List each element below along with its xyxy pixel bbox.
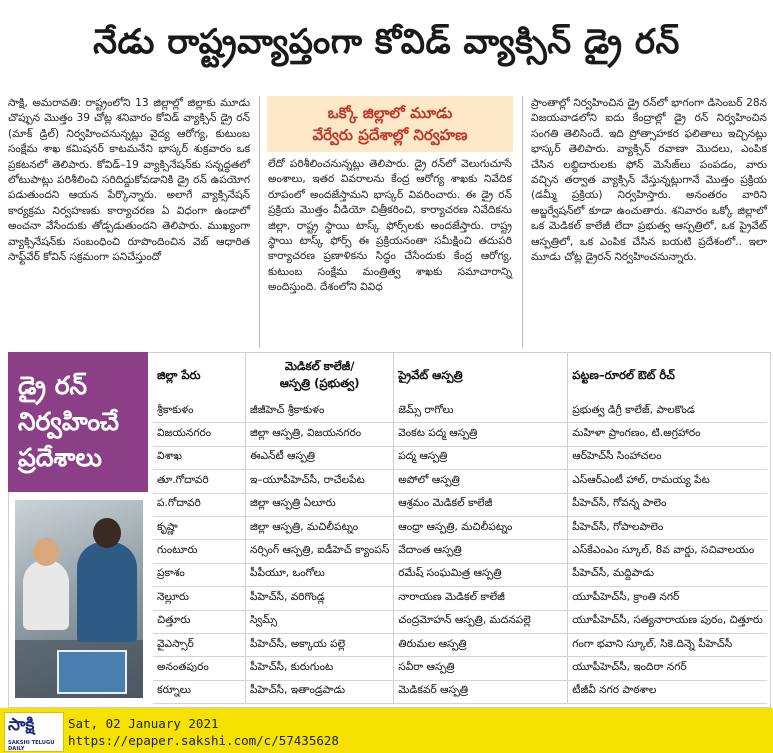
article-column-1 (8, 96, 250, 265)
cell-district: గుంటూరు (153, 540, 246, 563)
cell-medical: పీహెచ్‌సీ, అక్కాయ పల్లె (246, 633, 394, 656)
photo-person-seated (23, 560, 69, 630)
table-row (153, 610, 767, 633)
cell-private: ఆంధ్రా ఆస్పత్రి, మచిలీపట్నం (394, 516, 568, 539)
cell-outreach: మహిళా ప్రాంగణం, టి.అగ్రహారం (568, 423, 767, 446)
header-private: ప్రైవేట్ ఆస్పత్రి (394, 352, 568, 400)
cell-private: ఆశ్రమం మెడికల్ కాలేజీ (394, 493, 568, 516)
header-district: జిల్లా పేరు (157, 367, 201, 382)
column-divider (259, 96, 260, 348)
cell-private: వెంకట పద్మ ఆస్పత్రి (394, 423, 568, 446)
vaccination-photo (15, 500, 143, 698)
table-row (153, 680, 767, 703)
article-column-2 (268, 157, 512, 296)
table-row (153, 470, 767, 493)
cell-private: నారాయణ మెడికల్ కాలేజీ (394, 587, 568, 610)
table-row (153, 587, 767, 610)
cell-outreach: గంగా భవాని స్కూల్, సికె.దిన్నె పీహెచ్‌సీ (568, 633, 767, 656)
table-row (153, 540, 767, 563)
table-header-row (153, 352, 767, 400)
cell-district: నెల్లూరు (153, 587, 246, 610)
article-text-2: లేదో పరిశీలించనున్నట్లు తెలిపారు. డ్రై రన్‌లో వెలుగుచూసే అంశాలు, ఇతర వివరాలను కేంద్ర ఆరోగ్య శాఖకు నివేదిక రూపంలో అందజేస్తామని భాస్కర్ వివరించారు. ఈ డ్రై రన్ ప్రక్రియ మొత్తం వీడియో చిత్రీకరించి, కార్యాచరణ నివేదికను జిల్లా, రాష్ట్ర స్థాయి టాస్క్ ఫోర్స్‌లకు అందజేస్తారు. రాష్ట్ర స్థాయి టాస్క్ ఫోర్స్ ఈ ప్రక్రియనంతా సమీక్షించి తదుపరి కార్యాచరణ ప్రణాళికను సిద్ధం చేసేందుకు కేంద్ర ఆరోగ్య, కుటుంబ సంక్షేమ మంత్రిత్వ శాఖకు సమాచారాన్ని అందిస్తుంది. దేశంలోని వివిధ (268, 158, 512, 294)
photo-vaccine-carrier (57, 650, 127, 694)
cell-medical: జిల్లా ఆస్పత్రి ఏలూరు (246, 493, 394, 516)
footer-bar (0, 708, 773, 753)
cell-district: వైఎస్సార్ (153, 633, 246, 656)
logo-subtext: SAKSHI TELUGU DAILY (8, 740, 55, 752)
header-medical-line-1: మెడికల్ కాలేజీ/ (284, 359, 355, 373)
cell-private: మెడికవర్ ఆస్పత్రి (394, 680, 568, 703)
cell-outreach: టీజీవీ నగర పాఠశాల (568, 680, 767, 703)
cell-district: ప.గోదావరి (153, 493, 246, 516)
cell-district: తూ.గోదావరి (153, 470, 246, 493)
sakshi-logo (4, 712, 64, 752)
cell-outreach: యూపీహెచ్‌సీ, సత్యనారాయణ పురం, చిత్తూరు (568, 610, 767, 633)
cell-district: ప్రకాశం (153, 563, 246, 586)
cell-outreach: పీహెచ్‌సీ, గోవన్న పాలెం (568, 493, 767, 516)
cell-district: చిత్తూరు (153, 610, 246, 633)
cell-outreach: పీహెచ్‌సీ, గోపాలపాలెం (568, 516, 767, 539)
header-medical (246, 352, 394, 400)
cell-outreach: ప్రభుత్వ డిగ్రీ కాలేజ్, పాలకొండ (568, 400, 767, 423)
cell-outreach: యూపీహెచ్‌సీ, క్రాంతి నగర్ (568, 587, 767, 610)
subheadline-line-1: ఒక్కో జిల్లాలో మూడు (327, 104, 453, 122)
column-divider (522, 96, 523, 348)
subheadline-line-2: వేర్వేరు ప్రదేశాల్లో నిర్వహణ (312, 126, 468, 144)
cell-private: సవీరా ఆస్పత్రి (394, 657, 568, 680)
cell-outreach: ఎస్‌కేఎంఎం స్కూల్, 8వ వార్డు, సచివాలయం (568, 540, 767, 563)
table-row (153, 563, 767, 586)
cell-medical: పీహెచ్‌సీ, ఇతాండ్రపాడు (246, 680, 394, 703)
article-text-1: సాక్షి, అమరావతి: రాష్ట్రంలోని 13 జిల్లాల్లో జిల్లాకు మూడు చొప్పున మొత్తం 39 చోట్ల శనివారం కోవిడ్ వ్యాక్సిన్ డ్రై రన్ (మాక్ డ్రిల్) నిర్వహించనున్నట్లు వైద్య ఆరోగ్య, కుటుంబ సంక్షేమ శాఖ కమిషనర్ కాటమనేని భాస్కర్ శుక్రవారం ఒక ప్రకటనలో తెలిపారు. కోవిడ్–19 వ్యాక్సినేషన్‌కు సన్నద్ధతలో లోటుపాట్లు పరిశీలించి సరిదిద్దుకోవడానికి డ్రై రన్ ఉపయోగ పడుతుందని ఆయన పేర్కొన్నారు. అలాగే వ్యాక్సినేషన్ కార్యక్రమ నిర్వహణకు కార్యాచరణ ఏ విధంగా ఉండాలో అంచనా వేసేందుకు తోడ్పడుతుందని తెలిపారు. ముఖ్యంగా వ్యాక్సినేషన్‌కు సంబంధించి రూపొందించిన వెబ్ ఆధారిత సాఫ్ట్‌వేర్ కోవిన్ సక్రమంగా పనిచేస్తుందో (8, 97, 250, 264)
cell-medical: పీహెచ్‌సీ, కురుగుంట (246, 657, 394, 680)
cell-district: కర్నూలు (153, 680, 246, 703)
table-row (153, 400, 767, 423)
cell-medical: జిల్లా ఆస్పత్రి, మచిలీపట్నం (246, 516, 394, 539)
cell-medical: పీహెచ్‌సీ, వరిగొండ్ల (246, 587, 394, 610)
subheadline-box (267, 96, 513, 152)
issue-date: Sat, 02 January 2021 (68, 716, 219, 731)
cell-district: విజయనగరం (153, 423, 246, 446)
panel-label-line-3: ప్రదేశాలు (18, 443, 102, 472)
cell-outreach: ఆర్‌హెచ్‌సీ సింహాచలం (568, 446, 767, 469)
cell-medical: స్విమ్స్ (246, 610, 394, 633)
table-row (153, 446, 767, 469)
table-row (153, 633, 767, 656)
cell-outreach: ఎస్‌ఆర్‌ఎంటీ హాల్, రామయ్య పేట (568, 470, 767, 493)
cell-medical: ఈఎన్‌టీ ఆస్పత్రి (246, 446, 394, 469)
cell-private: జెమ్స్ రాగోలు (394, 400, 568, 423)
cell-district: అనంతపురం (153, 657, 246, 680)
cell-outreach: యూపీహెచ్‌సీ, ఇందిరా నగర్ (568, 657, 767, 680)
cell-private: అపోలో ఆస్పత్రి (394, 470, 568, 493)
panel-label-line-2: నిర్వహించే (18, 407, 120, 436)
table-row (153, 493, 767, 516)
article-column-3 (531, 96, 767, 265)
headline-text: నేడు రాష్ట్రవ్యాప్తంగా కోవిడ్ వ్యాక్సిన్ డ్రై రన్ (93, 22, 680, 62)
cell-private: తిరుమల ఆస్పత్రి (394, 633, 568, 656)
cell-medical: ఇ–యూపీహెచ్‌సీ, రాచేలపేట (246, 470, 394, 493)
headline (0, 0, 773, 92)
cell-district: శ్రీకాకుళం (153, 400, 246, 423)
locations-table (153, 352, 767, 704)
photo-health-worker-head (93, 518, 121, 548)
cell-district: కృష్ణా (153, 516, 246, 539)
cell-private: రమేష్ సంఘమిత్ర ఆస్పత్రి (394, 563, 568, 586)
cell-private: పద్మ ఆస్పత్రి (394, 446, 568, 469)
cell-private: వేదాంత ఆస్పత్రి (394, 540, 568, 563)
header-outreach: పట్టణ–రూరల్ ఔట్ రీచ్ (568, 352, 767, 400)
cell-medical: జీజీహెచ్ శ్రీకాకుళం (246, 400, 394, 423)
cell-district: విశాఖ (153, 446, 246, 469)
table-row (153, 657, 767, 680)
cell-outreach: పీహెచ్‌సీ, మద్దిపాడు (568, 563, 767, 586)
table-row (153, 516, 767, 539)
panel-label-line-1: డ్రై రన్ (18, 371, 88, 400)
table-row (153, 423, 767, 446)
header-medical-line-2: ఆస్పత్రి (ప్రభుత్వ) (279, 376, 360, 390)
photo-health-worker (77, 542, 137, 642)
logo-text: సాక్షి (8, 715, 35, 735)
cell-medical: జిల్లా ఆస్పత్రి, విజయనగరం (246, 423, 394, 446)
photo-person-seated-head (33, 538, 59, 566)
article-text-3: ప్రాంతాల్లో నిర్వహించిన డ్రై రన్‌లో భాగంగా డిసెంబర్ 28న విజయవాడలోని ఐదు కేంద్రాల్లో డ్రై రన్ నిర్వహించిన సంగతి తెలిసిందే. ఇది ప్రోత్సాహకర ఫలితాలు ఇచ్చినట్లు భాస్కర్ తెలిపారు. వ్యాక్సిన్ రవాణా మొదలు, ఎంపిక చేసిన లబ్ధిదారులకు ఫోన్ మెసేజ్‌లు పంపడం, వారు వచ్చిన తర్వాత వ్యాక్సిన్ వేస్తున్నట్లుగానే మొత్తం ప్రక్రియ (డమ్మీ ప్రక్రియ) నిర్వహిస్తారు. అనంతరం వారిని అబ్జర్వేషన్‌లో కూడా ఉంచుతారు. శనివారం ఒక్కో జిల్లాలో ఒక మెడికల్ కాలేజీ లేదా ప్రభుత్వ ఆస్పత్రిలో, ఒక ప్రైవేట్ ఆస్పత్రిలో, ఒక ఎంపిక చేసిన బయటి ప్రదేశంలో.. ఇలా మూడు చోట్ల డ్రైరన్ నిర్వహించనున్నారు. (531, 97, 767, 264)
cell-private: చంద్రమోహన్ ఆస్పత్రి, మదనపల్లె (394, 610, 568, 633)
cell-medical: పీపీయూ, ఒంగోలు (246, 563, 394, 586)
cell-medical: నర్సింగ్ ఆస్పత్రి, ఐడీహెచ్ క్యాంపస్ (246, 540, 394, 563)
panel-label (8, 352, 148, 492)
epaper-url[interactable]: https://epaper.sakshi.com/c/57435628 (68, 733, 339, 748)
